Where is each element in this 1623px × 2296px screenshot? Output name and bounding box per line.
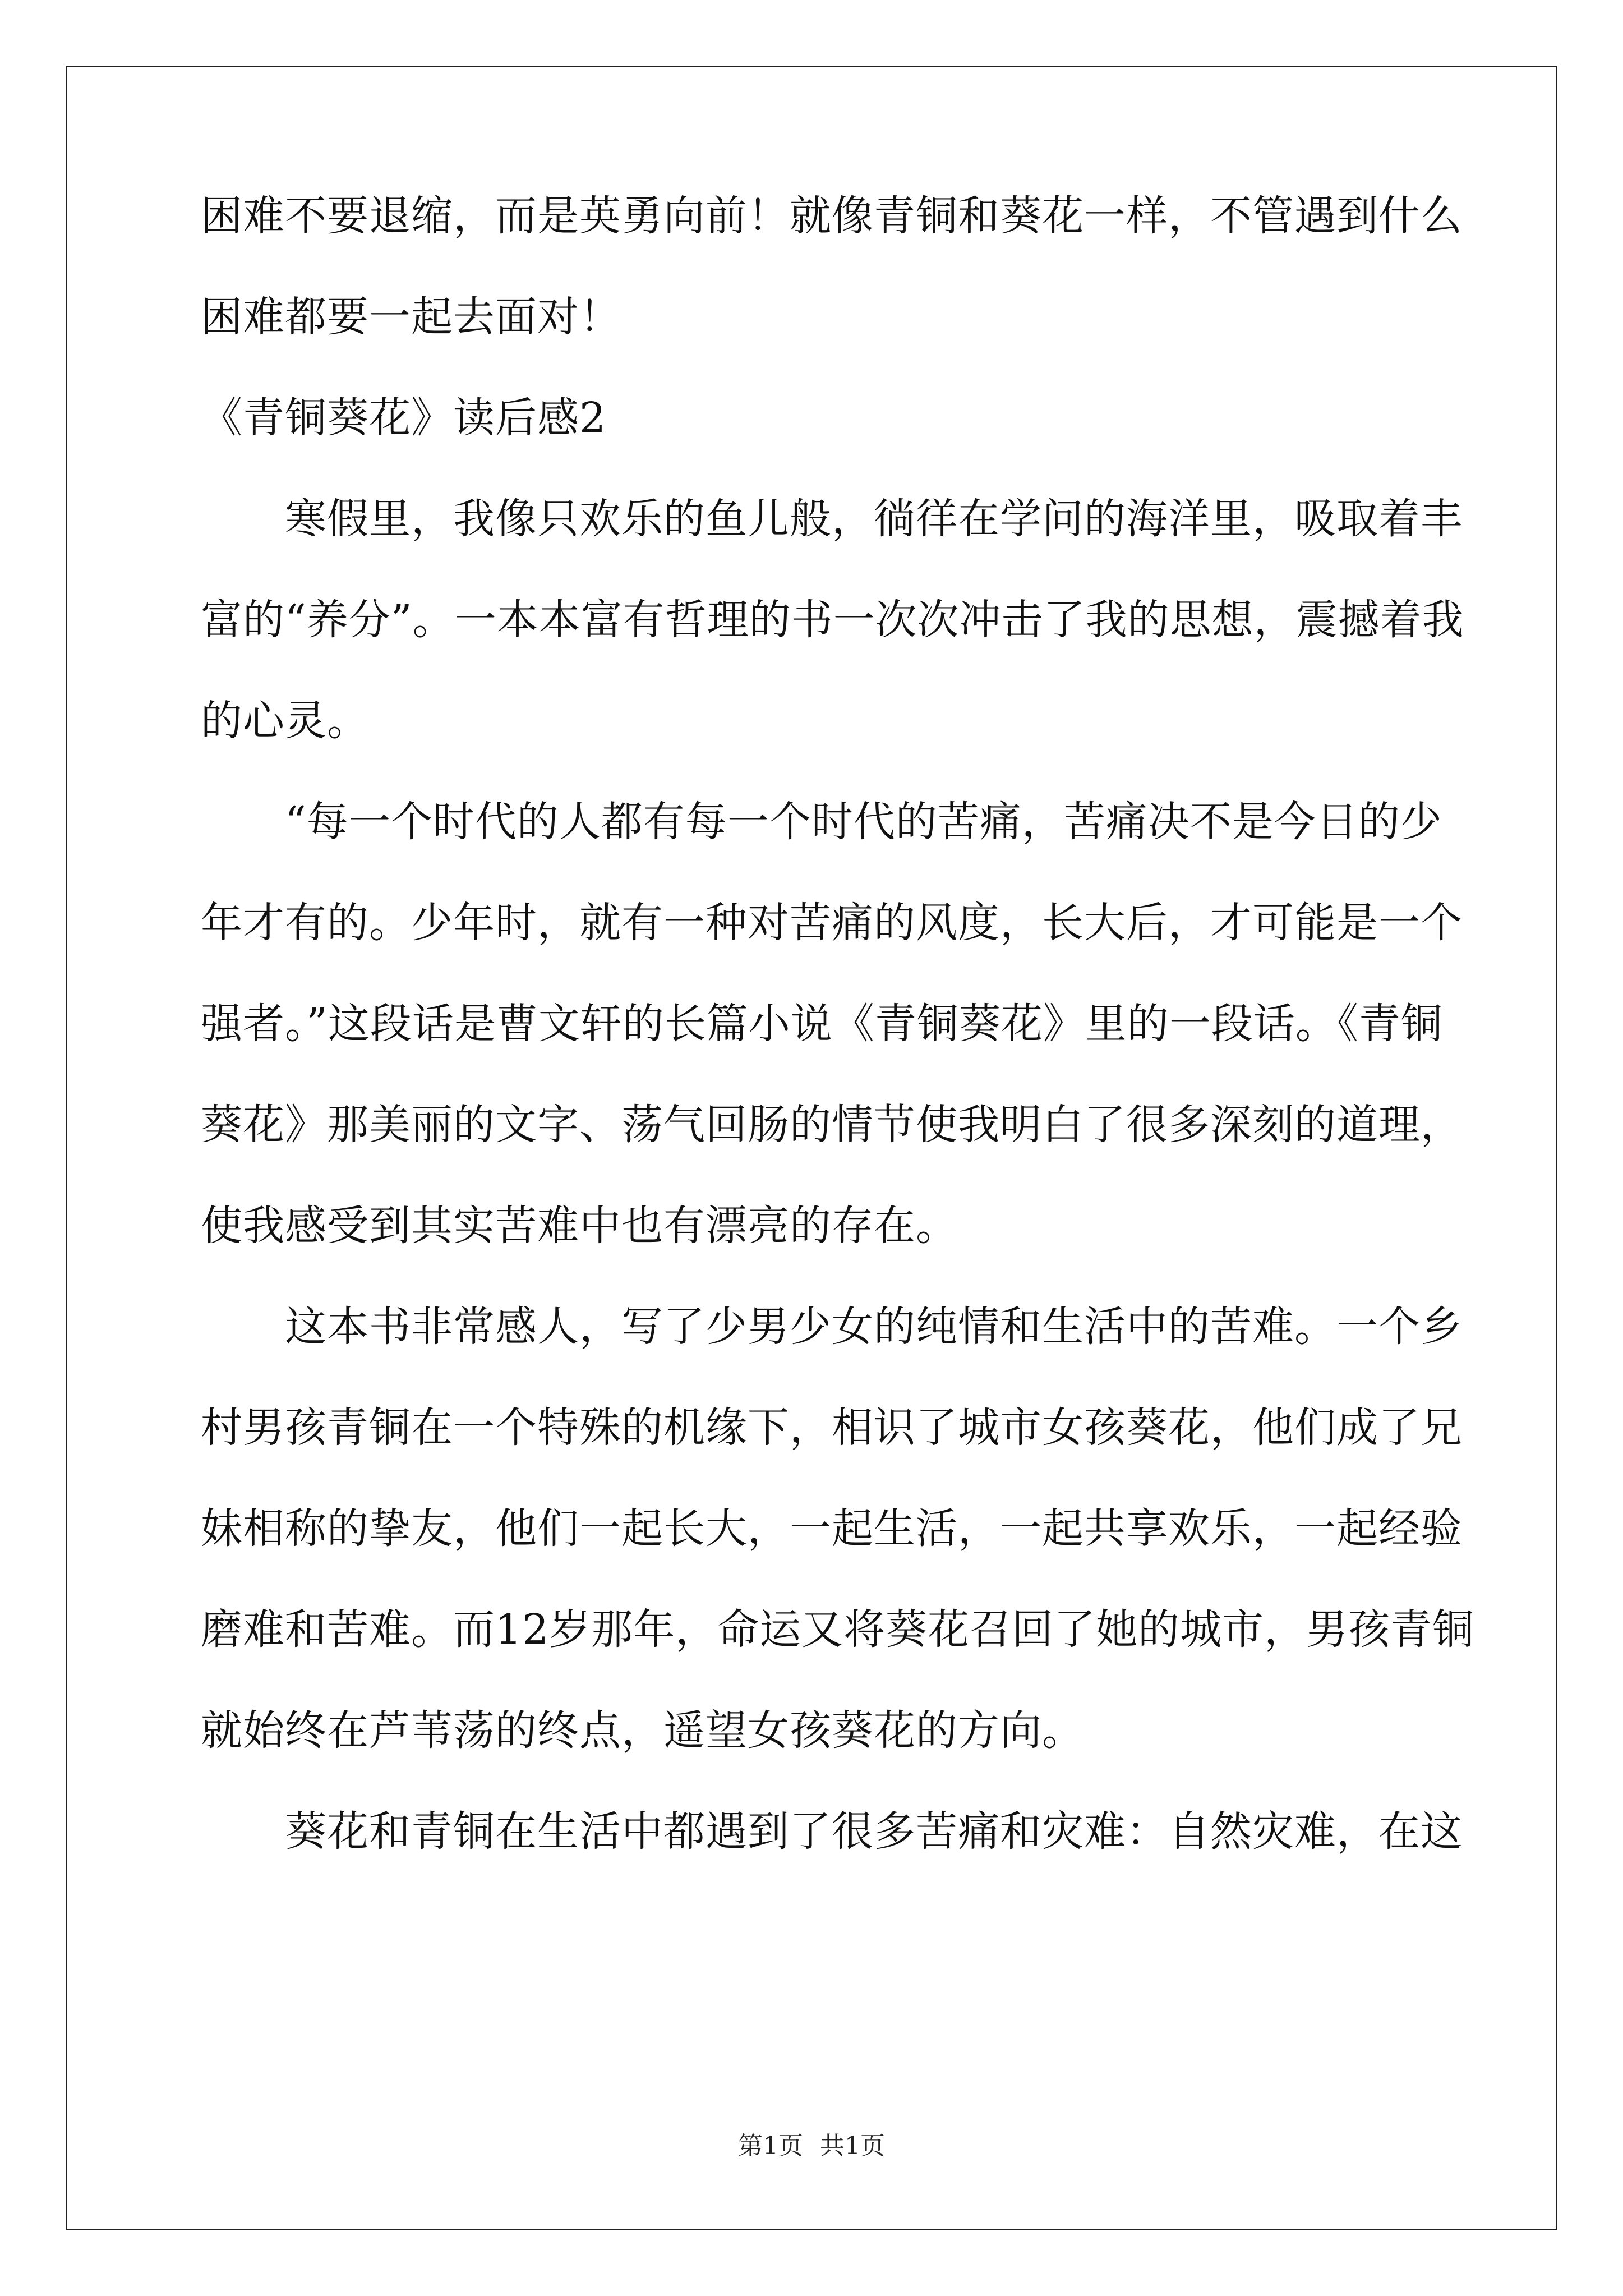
text-line-13: 村男孩青铜在一个特殊的机缘下，相识了城市女孩葵花，他们成了兄 <box>201 1404 1463 1452</box>
text-line-7: “每一个时代的人都有每一个时代的苦痛，苦痛决不是今日的少 <box>201 798 1442 846</box>
text-line-2: 困难都要一起去面对！ <box>201 293 621 341</box>
text-line-8: 年才有的。少年时，就有一种对苦痛的风度，长大后，才可能是一个 <box>201 899 1463 947</box>
text-line-6: 的心灵。 <box>201 697 369 745</box>
text-line-12: 这本书非常感人，写了少男少女的纯情和生活中的苦难。一个乡 <box>201 1303 1463 1351</box>
text-line-15: 磨难和苦难。而12岁那年，命运又将葵花召回了她的城市，男孩青铜 <box>201 1605 1475 1654</box>
text-line-17: 葵花和青铜在生活中都遇到了很多苦痛和灾难：自然灾难，在这 <box>201 1807 1463 1856</box>
section-heading: 《青铜葵花》读后感2 <box>201 394 607 442</box>
page-total: 共1页 <box>820 2132 885 2160</box>
page-number: 第1页 <box>738 2132 803 2160</box>
text-line-4: 寒假里，我像只欢乐的鱼儿般，徜徉在学问的海洋里，吸取着丰 <box>201 495 1463 543</box>
text-line-9: 强者。”这段话是曹文轩的长篇小说《青铜葵花》里的一段话。《青铜 <box>201 1000 1443 1048</box>
text-line-11: 使我感受到其实苦难中也有漂亮的存在。 <box>201 1202 958 1250</box>
text-line-5: 富的“养分”。一本本富有哲理的书一次次冲击了我的思想，震撼着我 <box>201 596 1464 644</box>
text-line-1: 困难不要退缩，而是英勇向前！就像青铜和葵花一样，不管遇到什么 <box>201 192 1463 240</box>
text-line-10: 葵花》那美丽的文字、荡气回肠的情节使我明白了很多深刻的道理， <box>201 1101 1463 1149</box>
text-line-14: 妹相称的挚友，他们一起长大，一起生活，一起共享欢乐，一起经验 <box>201 1504 1463 1553</box>
page-footer <box>0 2133 1623 2159</box>
text-line-16: 就始终在芦苇荡的终点，遥望女孩葵花的方向。 <box>201 1706 1084 1755</box>
